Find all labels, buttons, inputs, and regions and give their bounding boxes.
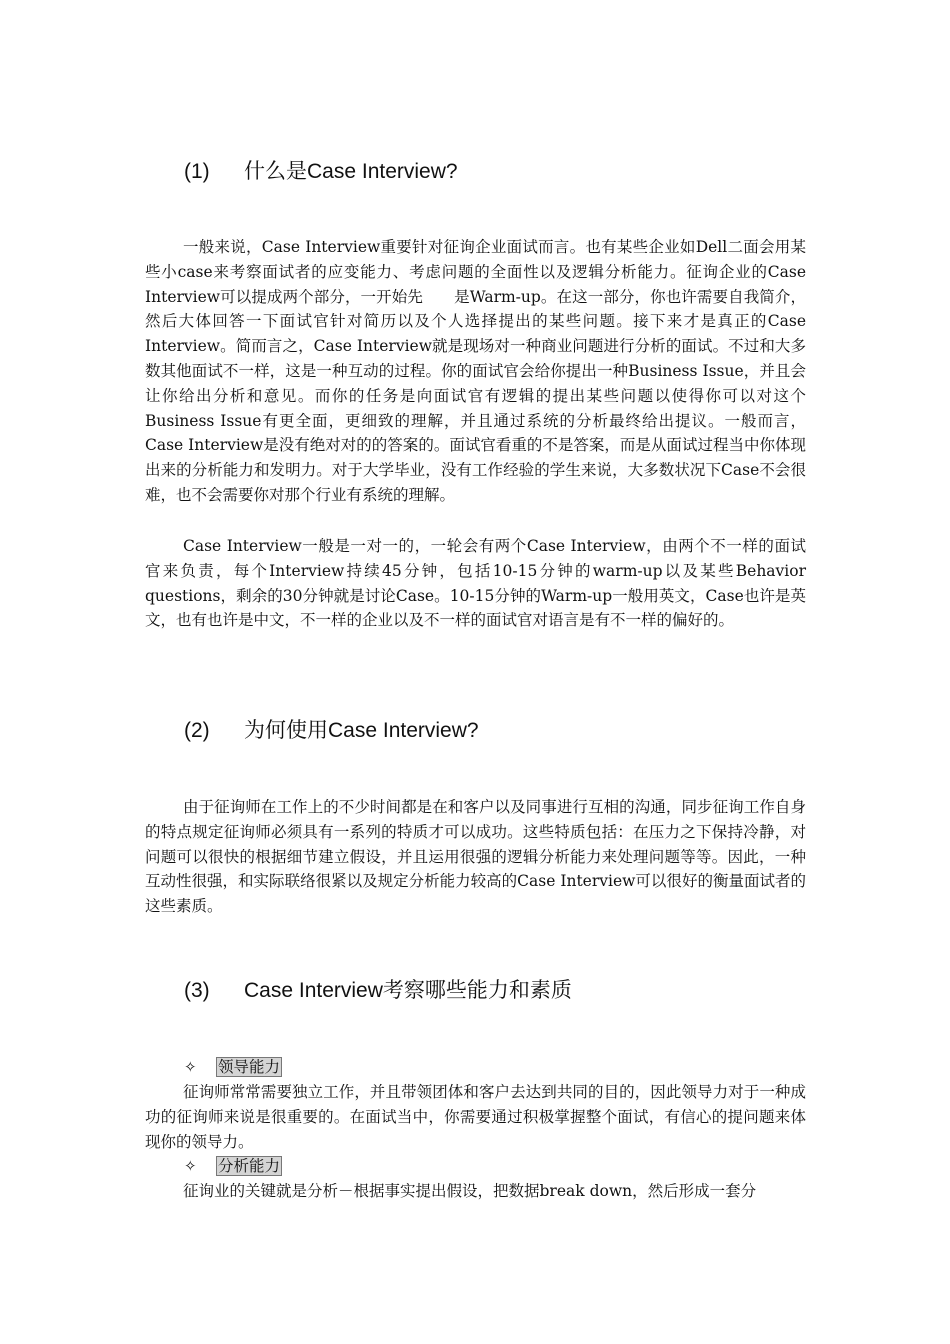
section-3-heading bbox=[184, 977, 572, 1005]
section-1-paragraph-1: 一般来说，Case Interview重要针对征询企业面试而言。也有某些企业如Dell二面会用某些小case来考察面试者的应变能力、考虑问题的全面性以及逻辑分析能力。征询企业的Case Interview可以提成两个部分，一开始先 是Warm-up。在这一部分，你也许需要自我简介，然后大体回答一下面试官针对简历以及个人选择提出的某些问题。接下来才是真正的Case Interview。简而言之，Case Interview就是现场对一种商业问题进行分析的面试。不过和大多数其他面试不一样，这是一种互动的过程。你的面试官会给你提出一种Business Issue，并且会让你给出分析和意见。而你的任务是向面试官有逻辑的提出某些问题以使得你可以对这个Business Issue有更全面，更细致的理解，并且通过系统的分析最终给出提议。一般而言，Case Interview是没有绝对对的的答案的。面试官看重的不是答案，而是从面试过程当中你体现出来的分析能力和发明力。对于大学毕业，没有工作经验的学生来说，大多数状况下Case不会很难，也不会需要你对那个行业有系统的理解。 bbox=[145, 238, 806, 504]
bullet-text-analysis: 征询业的关键就是分析－根据事实提出假设，把数据break down，然后形成一套分 bbox=[183, 1182, 757, 1200]
section-1-number: (1) bbox=[184, 160, 210, 183]
bullet-text-leadership: 征询师常常需要独立工作，并且带领团体和客户去达到共同的目的，因此领导力对于一种成功的征询师来说是很重要的。在面试当中，你需要通过积极掌握整个面试，有信心的提问题来体现你的领导力。 bbox=[145, 1083, 806, 1151]
section-2-paragraph-1: 由于征询师在工作上的不少时间都是在和客户以及同事进行互相的沟通，同步征询工作自身的特点规定征询师必须具有一系列的特质才可以成功。这些特质包括：在压力之下保持冷静，对问题可以很快的根据细节建立假设，并且运用很强的逻辑分析能力来处理问题等等。因此，一种互动性很强，和实际联络很紧以及规定分析能力较高的Case Interview可以很好的衡量面试者的这些素质。 bbox=[145, 798, 806, 916]
section-3-title: Case Interview考察哪些能力和素质 bbox=[244, 979, 572, 1002]
section-2-heading bbox=[184, 717, 479, 745]
section-2-title: 为何使用Case Interview? bbox=[244, 719, 479, 742]
bullet-item-leadership bbox=[184, 1055, 282, 1079]
section-1-title: 什么是Case Interview? bbox=[244, 160, 458, 183]
section-2-number: (2) bbox=[184, 719, 210, 742]
bullet-label-analysis: 分析能力 bbox=[218, 1157, 281, 1175]
section-3-number: (3) bbox=[184, 979, 210, 1002]
bullet-label-leadership: 领导能力 bbox=[218, 1058, 281, 1076]
section-1-paragraph-2: Case Interview一般是一对一的，一轮会有两个Case Interview，由两个不一样的面试官来负责，每个Interview持续45分钟，包括10-15分钟的warm-up以及某些Behavior questions，剩余的30分钟就是讨论Case。10-15分钟的Warm-up一般用英文，Case也许是英文，也有也许是中文，不一样的企业以及不一样的面试官对语言是有不一样的偏好的。 bbox=[145, 537, 806, 630]
section-1-heading bbox=[184, 158, 458, 186]
diamond-star-icon: ✧ bbox=[184, 1058, 197, 1076]
bullet-item-analysis bbox=[184, 1154, 282, 1178]
diamond-star-icon: ✧ bbox=[184, 1157, 197, 1175]
